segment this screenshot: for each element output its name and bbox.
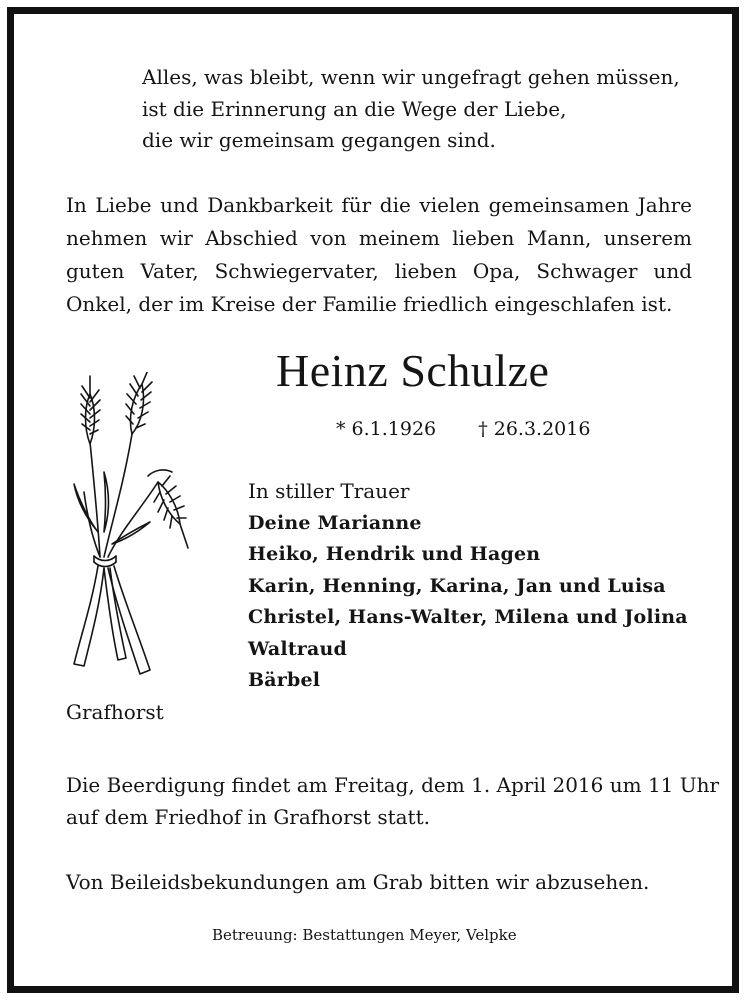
mourners-block bbox=[248, 476, 688, 697]
intro-line: nehmen wir Abschied von meinem lieben Mann, unserem bbox=[66, 226, 692, 250]
poem-line: die wir gemeinsam gegangen sind. bbox=[142, 128, 496, 152]
intro-line: In Liebe und Dankbarkeit für die vielen gemeinsamen Jahre bbox=[66, 193, 692, 217]
funeral-info bbox=[66, 770, 719, 833]
death-date: † 26.3.2016 bbox=[478, 418, 591, 440]
mourner-name: Deine Marianne bbox=[248, 511, 422, 534]
birth-date: * 6.1.1926 bbox=[336, 418, 437, 440]
life-dates bbox=[336, 418, 590, 440]
condolence-note: Von Beileidsbekundungen am Grab bitten wir abzusehen. bbox=[66, 870, 650, 894]
mourners-heading: In stiller Trauer bbox=[248, 479, 410, 503]
intro-line: guten Vater, Schwiegervater, lieben Opa, Schwager und bbox=[66, 259, 692, 283]
deceased-name: Heinz Schulze bbox=[276, 345, 550, 396]
mourner-name: Bärbel bbox=[248, 669, 321, 691]
obituary-notice bbox=[7, 7, 739, 993]
undertaker-credit: Betreuung: Bestattungen Meyer, Velpke bbox=[212, 926, 517, 944]
funeral-line: Die Beerdigung findet am Freitag, dem 1. April 2016 um 11 Uhr bbox=[66, 773, 720, 797]
mourner-name: Heiko, Hendrik und Hagen bbox=[248, 543, 541, 565]
mourner-name: Waltraud bbox=[248, 637, 348, 660]
mourner-name: Christel, Hans-Walter, Milena und Jolina bbox=[248, 606, 688, 628]
poem-line: ist die Erinnerung an die Wege der Liebe, bbox=[142, 96, 567, 121]
intro-line: Onkel, der im Kreise der Familie friedlich eingeschlafen ist. bbox=[66, 292, 673, 316]
intro-paragraph bbox=[66, 189, 692, 321]
place-name: Grafhorst bbox=[66, 700, 164, 724]
mourner-name: Karin, Henning, Karina, Jan und Luisa bbox=[248, 574, 666, 597]
wheat-sheaf-icon bbox=[54, 372, 194, 692]
funeral-line: auf dem Friedhof in Grafhorst statt. bbox=[66, 804, 430, 829]
poem-verse bbox=[142, 62, 680, 157]
poem-line: Alles, was bleibt, wenn wir ungefragt gehen müssen, bbox=[142, 65, 680, 89]
